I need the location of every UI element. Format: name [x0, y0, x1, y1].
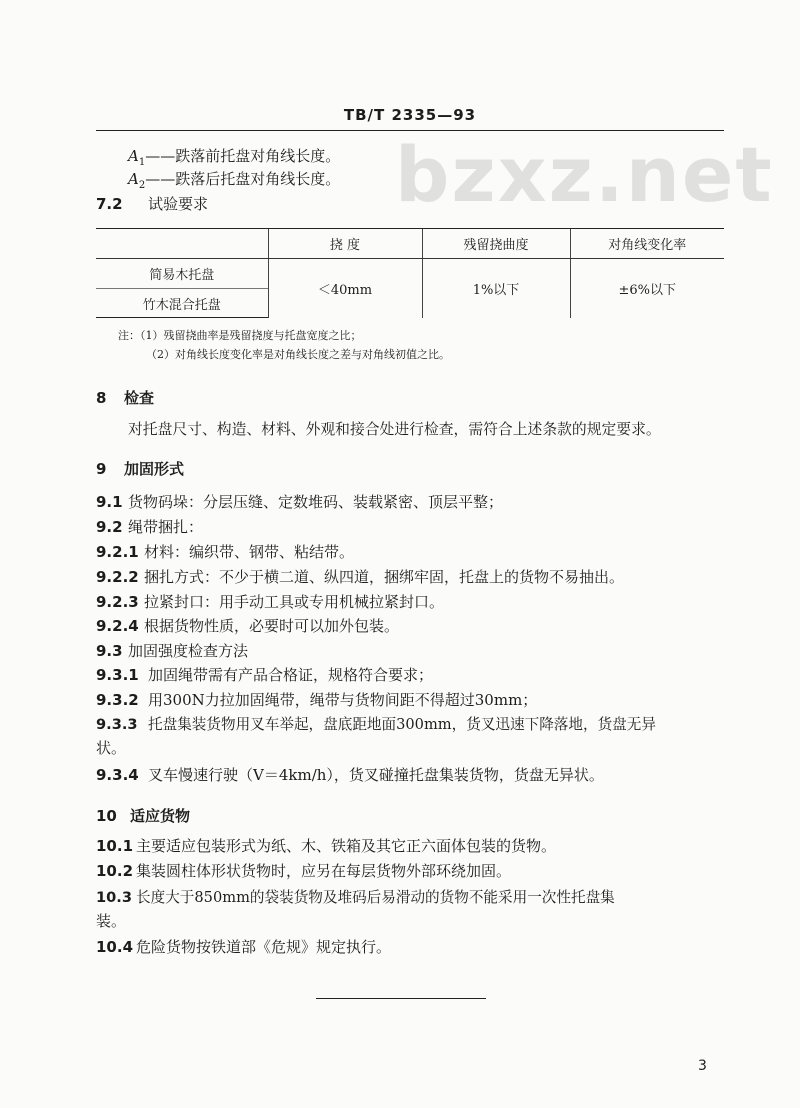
- clause-9-3-4: 9.3.4 叉车慢速行驶（V＝4km/h），货叉碰撞托盘集装货物，货盘无异状。: [96, 766, 604, 784]
- clause-9-3-1: 9.3.1 加固绳带需有产品合格证，规格符合要求；: [96, 666, 434, 684]
- table-note: 注：（1）残留挠曲率是残留挠度与托盘宽度之比；: [118, 329, 362, 342]
- clause-9-2-3: 9.2.3 拉紧封口：用手动工具或专用机械拉紧封口。: [96, 593, 445, 611]
- clause-9-3-2: 9.3.2 用300N力拉加固绳带，绳带与货物间距不得超过30mm；: [96, 691, 538, 709]
- definition-text: ——跌落前托盘对角线长度。: [145, 147, 341, 165]
- clause-10-4: 10.4 危险货物按铁道部《危规》规定执行。: [96, 938, 392, 956]
- clause-9-2-1: 9.2.1 材料：编织带、钢带、粘结带。: [96, 543, 355, 561]
- table-header-row: [96, 229, 724, 259]
- table-header-cell: 挠 度: [268, 229, 422, 259]
- clause-9-2-4: 9.2.4 根据货物性质，必要时可以加外包装。: [96, 617, 400, 635]
- table-row-label: 竹木混合托盘: [96, 289, 268, 318]
- clause-10-3-continued: 装。: [96, 912, 127, 930]
- section-8-body: 对托盘尺寸、构造、材料、外观和接合处进行检查，需符合上述条款的规定要求。: [128, 421, 661, 438]
- clause-9-3-3: 9.3.3 托盘集装货物用叉车举起，盘底距地面300mm，货叉迅速下降落地，货盘无异: [96, 716, 656, 733]
- clause-9-3: 9.3 加固强度检查方法: [96, 642, 249, 660]
- definition-symbol: $A_2$: [128, 170, 146, 191]
- test-requirements-table: [96, 228, 724, 318]
- table-header-cell: 残留挠曲度: [422, 229, 570, 259]
- table-cell: ±6%以下: [570, 259, 724, 318]
- section-9-heading: 9 加固形式: [96, 460, 185, 478]
- clause-10-1: 10.1 主要适应包装形式为纸、木、铁箱及其它正六面体包装的货物。: [96, 837, 557, 855]
- definition-a1: [128, 145, 340, 168]
- definition-symbol: $A_1$: [128, 147, 146, 168]
- definition-a2: [128, 168, 340, 191]
- clause-9-2-2: 9.2.2 捆扎方式：不少于横二道、纵四道，捆绑牢固，托盘上的货物不易抽出。: [96, 568, 625, 586]
- end-rule: [316, 998, 486, 999]
- table-header-cell: 对角线变化率: [570, 229, 724, 259]
- clause-10-2: 10.2 集装圆柱体形状货物时，应另在每层货物外部环绕加固。: [96, 862, 512, 880]
- section-10-heading: 10 适应货物: [96, 807, 191, 825]
- table-row-label: 简易木托盘: [149, 268, 215, 283]
- clause-9-2: 9.2 绳带捆扎：: [96, 518, 204, 536]
- table-note: （2）对角线长度变化率是对角线长度之差与对角线初值之比。: [146, 348, 450, 361]
- clause-9-1: 9.1 货物码垛：分层压缝、定数堆码、装载紧密、顶层平整；: [96, 493, 504, 511]
- clause-9-3-3-continued: 状。: [96, 739, 127, 757]
- table-cell: 1%以下: [422, 259, 570, 318]
- clause-10-3: 10.3 长度大于850mm的袋装货物及堆码后易滑动的货物不能采用一次性托盘集: [96, 889, 615, 906]
- section-7-2-heading: 7.2 试验要求: [96, 195, 209, 213]
- table-header-cell: [96, 229, 268, 259]
- table-cell: ＜40mm: [268, 259, 422, 318]
- table-row: [96, 259, 724, 289]
- standard-number: TB/T 2335—93: [343, 106, 477, 124]
- page-number: 3: [698, 1058, 707, 1074]
- definition-text: ——跌落后托盘对角线长度。: [145, 170, 341, 188]
- header-rule: [96, 130, 724, 131]
- watermark: bzxz.net: [395, 130, 774, 219]
- section-8-heading: 8 检查: [96, 389, 155, 407]
